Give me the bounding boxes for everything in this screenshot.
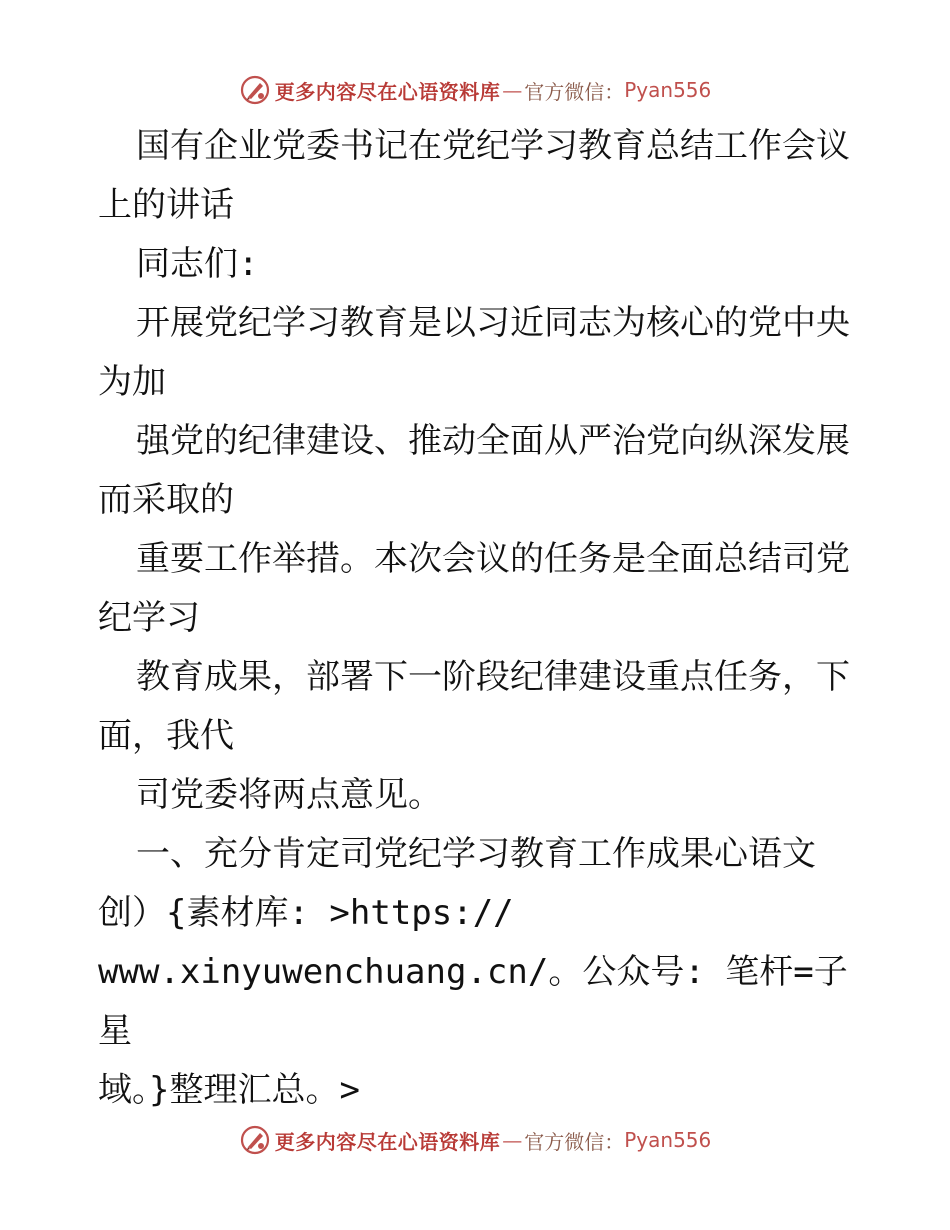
- banner-wechat-id: Pyan556: [624, 1128, 712, 1152]
- paragraph: 开展党纪学习教育是以习近同志为核心的党中央为加: [98, 303, 850, 402]
- section-heading: 一、充分肯定司党纪学习教育工作成果心语文创）{素材库: >https://: [98, 834, 816, 933]
- quill-pen-seal-icon: [239, 74, 271, 106]
- banner-dash: —: [502, 1128, 523, 1152]
- banner-wechat-label: 官方微信：: [524, 79, 625, 104]
- banner-dash: —: [502, 78, 523, 102]
- banner-wechat-label: 官方微信：: [524, 1129, 625, 1154]
- footer-banner: [0, 1120, 950, 1160]
- banner-slogan: 更多内容尽在心语资料库: [274, 79, 501, 104]
- paragraph-continuation: www.xinyuwenchuang.cn/。公众号: 笔杆=子星: [98, 952, 848, 1051]
- paragraph: 重要工作举措。本次会议的任务是全面总结司党纪学习: [98, 539, 850, 638]
- paragraph: 教育成果，部署下一阶段纪律建设重点任务，下面，我代: [98, 657, 850, 756]
- quill-pen-seal-icon: [239, 1124, 271, 1156]
- salutation: 同志们:: [136, 244, 259, 284]
- document-body: [98, 117, 858, 1120]
- paragraph: 强党的纪律建设、推动全面从严治党向纵深发展而采取的: [98, 421, 850, 520]
- banner-wechat-id: Pyan556: [624, 78, 712, 102]
- paragraph: 司党委将两点意见。: [136, 775, 442, 815]
- banner-slogan: 更多内容尽在心语资料库: [274, 1129, 501, 1154]
- paragraph-continuation: 域。}整理汇总。>: [98, 1070, 360, 1110]
- header-banner: [0, 70, 950, 110]
- document-title: 国有企业党委书记在党纪学习教育总结工作会议上的讲话: [98, 126, 850, 225]
